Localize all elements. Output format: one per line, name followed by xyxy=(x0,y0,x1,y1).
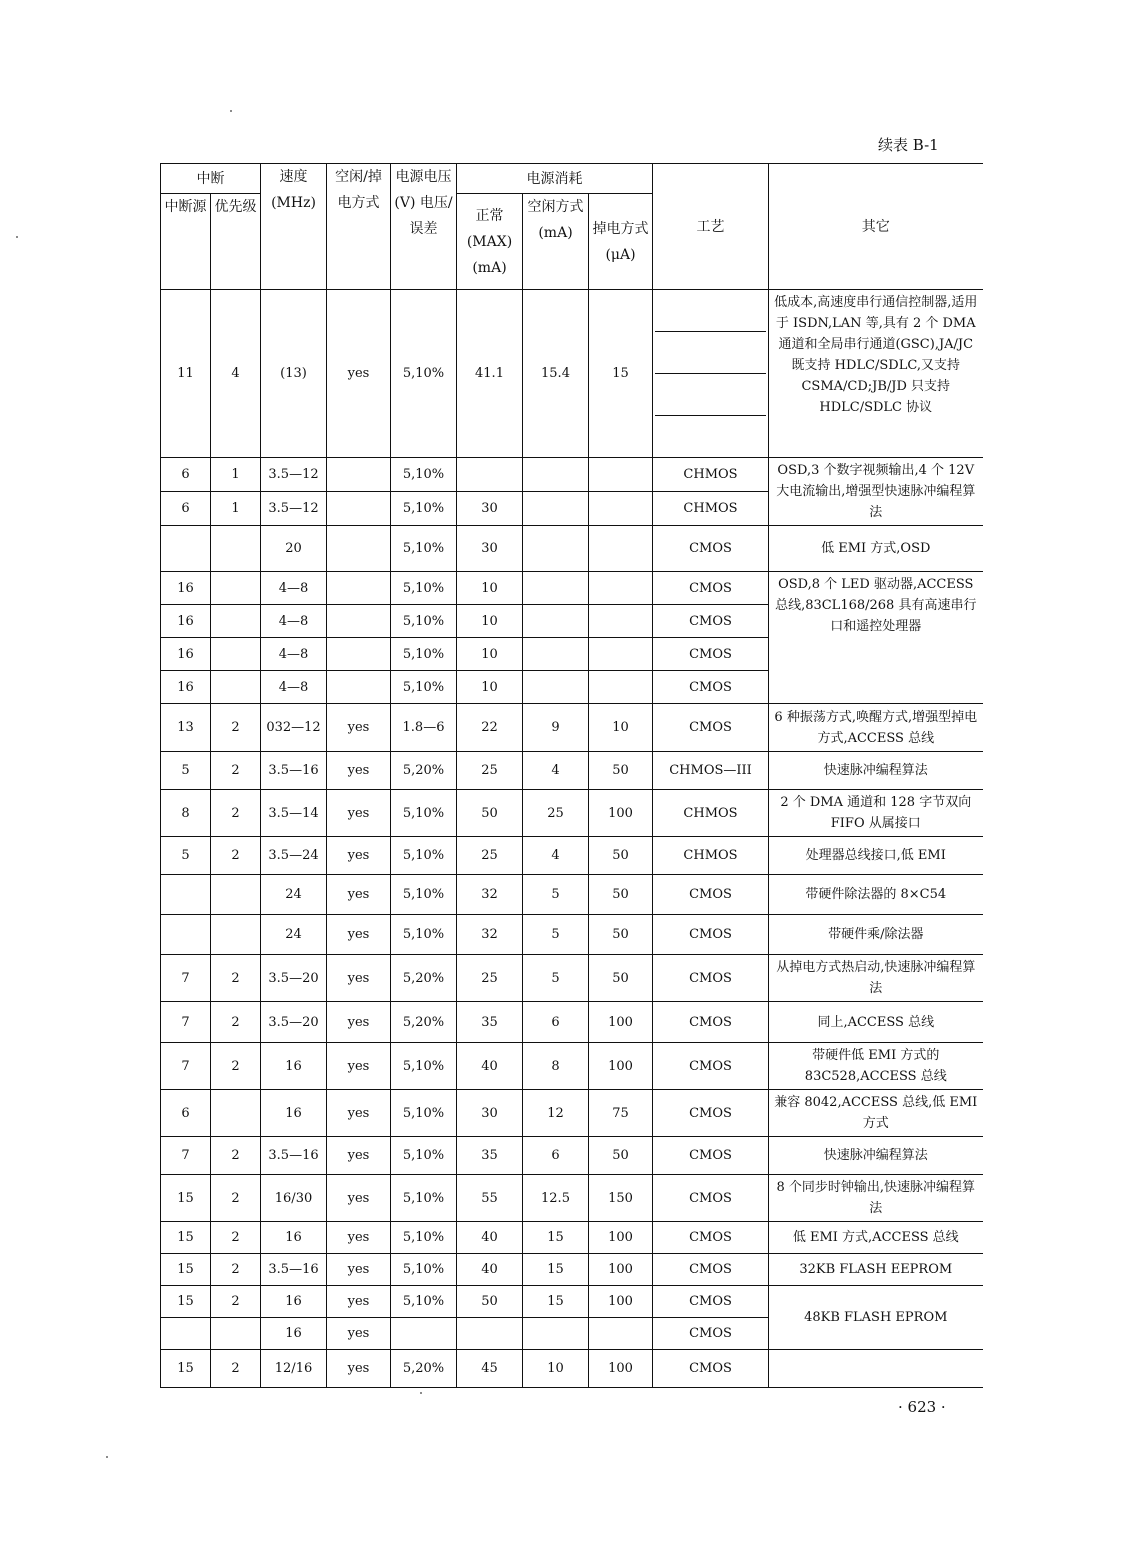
cell-voltage: 5,10% xyxy=(391,1043,457,1090)
cell-idle-ma: 15 xyxy=(523,1254,589,1286)
cell-normal: 32 xyxy=(457,915,523,955)
cell-note: 兼容 8042,ACCESS 总线,低 EMI 方式 xyxy=(769,1090,983,1137)
cell-idle: yes xyxy=(327,1318,391,1350)
cell-idle-ma: 12.5 xyxy=(523,1175,589,1222)
table-row xyxy=(161,915,983,955)
cell-note: 从掉电方式热启动,快速脉冲编程算法 xyxy=(769,955,983,1002)
cell-normal: 10 xyxy=(457,605,523,638)
cell-idle-ma: 15.4 xyxy=(523,290,589,458)
cell-powerdown xyxy=(589,458,653,492)
cell-powerdown: 15 xyxy=(589,290,653,458)
cell-source: 16 xyxy=(161,572,211,605)
cell-normal: 25 xyxy=(457,752,523,790)
cell-process: CMOS xyxy=(653,1002,769,1043)
cell-idle-ma: 8 xyxy=(523,1043,589,1090)
cell-normal: 40 xyxy=(457,1043,523,1090)
cell-note: 8 个同步时钟输出,快速脉冲编程算法 xyxy=(769,1175,983,1222)
cell-voltage: 5,10% xyxy=(391,605,457,638)
cell-process: CHMOS xyxy=(653,492,769,526)
cell-process: CMOS xyxy=(653,704,769,752)
cell-normal xyxy=(457,1318,523,1350)
cell-powerdown xyxy=(589,492,653,526)
header-interrupt-source: 中断源 xyxy=(161,194,211,290)
cell-idle: yes xyxy=(327,290,391,458)
cell-powerdown: 100 xyxy=(589,1254,653,1286)
cell-priority: 2 xyxy=(211,1043,261,1090)
cell-note: 带硬件乘/除法器 xyxy=(769,915,983,955)
cell-voltage: 5,10% xyxy=(391,790,457,837)
cell-voltage: 5,20% xyxy=(391,752,457,790)
cell-process: CMOS xyxy=(653,1043,769,1090)
cell-speed: 24 xyxy=(261,915,327,955)
cell-idle-ma xyxy=(523,526,589,572)
cell-priority xyxy=(211,1318,261,1350)
cell-process: CMOS xyxy=(653,1286,769,1318)
cell-idle-ma xyxy=(523,458,589,492)
cell-source: 16 xyxy=(161,671,211,704)
cell-idle-ma xyxy=(523,1318,589,1350)
table-row xyxy=(161,1175,983,1222)
cell-source: 6 xyxy=(161,1090,211,1137)
cell-note: 32KB FLASH EEPROM xyxy=(769,1254,983,1286)
header-priority: 优先级 xyxy=(211,194,261,290)
cell-idle: yes xyxy=(327,1090,391,1137)
cell-voltage: 5,10% xyxy=(391,1175,457,1222)
cell-process: CMOS xyxy=(653,915,769,955)
cell-speed: 3.5—20 xyxy=(261,1002,327,1043)
cell-idle xyxy=(327,526,391,572)
cell-idle: yes xyxy=(327,1222,391,1254)
cell-speed: 20 xyxy=(261,526,327,572)
table-row xyxy=(161,1002,983,1043)
cell-source: 16 xyxy=(161,638,211,671)
cell-voltage: 5,20% xyxy=(391,1002,457,1043)
cell-speed: 16/30 xyxy=(261,1175,327,1222)
cell-voltage: 5,10% xyxy=(391,875,457,915)
cell-note: 快速脉冲编程算法 xyxy=(769,752,983,790)
cell-powerdown: 10 xyxy=(589,704,653,752)
cell-source: 15 xyxy=(161,1254,211,1286)
cell-idle-ma: 4 xyxy=(523,837,589,875)
cell-idle xyxy=(327,638,391,671)
cell-normal: 32 xyxy=(457,875,523,915)
cell-priority: 2 xyxy=(211,1254,261,1286)
cell-normal: 22 xyxy=(457,704,523,752)
header-idle: 空闲/掉电方式 xyxy=(327,164,391,290)
cell-idle: yes xyxy=(327,837,391,875)
cell-process: CHMOS—III xyxy=(653,752,769,790)
cell-voltage: 5,10% xyxy=(391,671,457,704)
cell-idle xyxy=(327,605,391,638)
scan-speck xyxy=(106,1456,108,1458)
table-row xyxy=(161,1350,983,1388)
cell-idle: yes xyxy=(327,875,391,915)
cell-idle-ma: 6 xyxy=(523,1137,589,1175)
header-interrupt: 中断 xyxy=(161,164,261,194)
cell-normal: 30 xyxy=(457,492,523,526)
header-process: 工艺 xyxy=(653,164,769,290)
cell-process: CMOS xyxy=(653,875,769,915)
cell-idle: yes xyxy=(327,915,391,955)
cell-speed: 3.5—16 xyxy=(261,1254,327,1286)
cell-idle-ma: 10 xyxy=(523,1350,589,1388)
cell-powerdown: 100 xyxy=(589,1043,653,1090)
cell-priority: 2 xyxy=(211,1222,261,1254)
table-row xyxy=(161,790,983,837)
cell-speed: 4—8 xyxy=(261,671,327,704)
table-row xyxy=(161,1222,983,1254)
cell-idle-ma: 4 xyxy=(523,752,589,790)
cell-powerdown: 50 xyxy=(589,1137,653,1175)
cell-speed: 3.5—12 xyxy=(261,458,327,492)
cell-source: 5 xyxy=(161,837,211,875)
table-row xyxy=(161,1254,983,1286)
header-power: 电源消耗 xyxy=(457,164,653,194)
cell-idle: yes xyxy=(327,1350,391,1388)
cell-powerdown: 50 xyxy=(589,955,653,1002)
cell-normal: 25 xyxy=(457,955,523,1002)
cell-normal: 30 xyxy=(457,1090,523,1137)
cell-source: 15 xyxy=(161,1175,211,1222)
cell-idle-ma: 25 xyxy=(523,790,589,837)
cell-voltage: 5,10% xyxy=(391,572,457,605)
cell-note: OSD,8 个 LED 驱动器,ACCESS 总线,83CL168/268 具有高速串行口和遥控处理器 xyxy=(769,572,983,704)
cell-process: CMOS xyxy=(653,671,769,704)
cell-normal: 10 xyxy=(457,572,523,605)
table-row xyxy=(161,752,983,790)
scan-speck xyxy=(420,1392,422,1394)
table-row xyxy=(161,1043,983,1090)
cell-voltage: 5,10% xyxy=(391,1254,457,1286)
table-row xyxy=(161,837,983,875)
cell-note: 低 EMI 方式,OSD xyxy=(769,526,983,572)
cell-process: CMOS xyxy=(653,605,769,638)
cell-powerdown: 150 xyxy=(589,1175,653,1222)
cell-idle: yes xyxy=(327,1137,391,1175)
cell-source xyxy=(161,915,211,955)
cell-note: 2 个 DMA 通道和 128 字节双向 FIFO 从属接口 xyxy=(769,790,983,837)
cell-process xyxy=(653,290,769,458)
cell-speed: 3.5—12 xyxy=(261,492,327,526)
cell-speed: 4—8 xyxy=(261,638,327,671)
cell-idle-ma xyxy=(523,605,589,638)
cell-normal: 55 xyxy=(457,1175,523,1222)
cell-priority xyxy=(211,572,261,605)
cell-idle-ma: 5 xyxy=(523,915,589,955)
cell-source: 8 xyxy=(161,790,211,837)
cell-note: 带硬件低 EMI 方式的 83C528,ACCESS 总线 xyxy=(769,1043,983,1090)
cell-source: 6 xyxy=(161,492,211,526)
cell-priority: 2 xyxy=(211,955,261,1002)
cell-process: CHMOS xyxy=(653,790,769,837)
cell-normal: 25 xyxy=(457,837,523,875)
cell-normal: 40 xyxy=(457,1222,523,1254)
cell-process: CMOS xyxy=(653,1090,769,1137)
table-row xyxy=(161,1286,983,1318)
cell-powerdown: 75 xyxy=(589,1090,653,1137)
cell-priority: 2 xyxy=(211,1137,261,1175)
cell-speed: 032—12 xyxy=(261,704,327,752)
spec-table xyxy=(160,163,983,1388)
cell-idle-ma: 5 xyxy=(523,955,589,1002)
cell-speed: 3.5—14 xyxy=(261,790,327,837)
cell-speed: 16 xyxy=(261,1318,327,1350)
cell-priority xyxy=(211,875,261,915)
cell-process: CMOS xyxy=(653,1350,769,1388)
cell-source xyxy=(161,875,211,915)
cell-priority xyxy=(211,605,261,638)
cell-priority: 2 xyxy=(211,837,261,875)
cell-powerdown xyxy=(589,526,653,572)
cell-powerdown: 50 xyxy=(589,837,653,875)
cell-normal: 50 xyxy=(457,790,523,837)
scan-speck xyxy=(230,110,232,112)
cell-note: 6 种振荡方式,唤醒方式,增强型掉电方式,ACCESS 总线 xyxy=(769,704,983,752)
table-row xyxy=(161,875,983,915)
cell-idle-ma: 12 xyxy=(523,1090,589,1137)
cell-priority: 2 xyxy=(211,790,261,837)
cell-process: CMOS xyxy=(653,1137,769,1175)
cell-powerdown: 50 xyxy=(589,752,653,790)
cell-idle xyxy=(327,458,391,492)
cell-idle: yes xyxy=(327,790,391,837)
cell-speed: (13) xyxy=(261,290,327,458)
cell-powerdown: 100 xyxy=(589,1286,653,1318)
cell-powerdown xyxy=(589,638,653,671)
table-row xyxy=(161,572,983,605)
cell-priority xyxy=(211,1090,261,1137)
cell-idle-ma xyxy=(523,671,589,704)
scan-speck xyxy=(16,236,18,238)
cell-priority: 1 xyxy=(211,492,261,526)
cell-idle-ma xyxy=(523,492,589,526)
cell-priority: 2 xyxy=(211,704,261,752)
header-idle-mode: 空闲方式 (mA) xyxy=(523,194,589,290)
cell-voltage: 1.8—6 xyxy=(391,704,457,752)
cell-speed: 4—8 xyxy=(261,572,327,605)
cell-idle: yes xyxy=(327,752,391,790)
cell-source: 15 xyxy=(161,1222,211,1254)
cell-speed: 24 xyxy=(261,875,327,915)
cell-idle: yes xyxy=(327,955,391,1002)
cell-voltage: 5,10% xyxy=(391,1222,457,1254)
cell-powerdown xyxy=(589,671,653,704)
cell-idle-ma: 9 xyxy=(523,704,589,752)
table-row xyxy=(161,458,983,492)
cell-process: CMOS xyxy=(653,1222,769,1254)
table-row xyxy=(161,526,983,572)
cell-idle-ma xyxy=(523,572,589,605)
header-speed-unit: (MHz) xyxy=(271,195,316,211)
cell-normal: 50 xyxy=(457,1286,523,1318)
cell-process: CHMOS xyxy=(653,837,769,875)
cell-priority xyxy=(211,915,261,955)
cell-powerdown xyxy=(589,1318,653,1350)
table-row xyxy=(161,704,983,752)
cell-note: 带硬件除法器的 8×C54 xyxy=(769,875,983,915)
cell-note: 同上,ACCESS 总线 xyxy=(769,1002,983,1043)
table-row xyxy=(161,1137,983,1175)
cell-source: 16 xyxy=(161,605,211,638)
cell-idle: yes xyxy=(327,704,391,752)
cell-source: 15 xyxy=(161,1350,211,1388)
cell-voltage xyxy=(391,1318,457,1350)
cell-idle xyxy=(327,671,391,704)
cell-priority: 4 xyxy=(211,290,261,458)
cell-source: 15 xyxy=(161,1286,211,1318)
cell-idle xyxy=(327,572,391,605)
cell-process: CMOS xyxy=(653,572,769,605)
header-other: 其它 xyxy=(769,164,983,290)
header-normal: 正常 (MAX) (mA) xyxy=(457,194,523,290)
cell-source: 7 xyxy=(161,1002,211,1043)
table-caption: 续表 B-1 xyxy=(878,136,939,154)
cell-voltage: 5,10% xyxy=(391,290,457,458)
cell-source: 7 xyxy=(161,955,211,1002)
cell-powerdown: 100 xyxy=(589,1002,653,1043)
cell-priority xyxy=(211,671,261,704)
table-row xyxy=(161,1090,983,1137)
page-number: · 623 · xyxy=(898,1398,946,1416)
header-speed-label: 速度 xyxy=(279,169,308,185)
cell-note: 低成本,高速度串行通信控制器,适用于 ISDN,LAN 等,具有 2 个 DMA 通道和全局串行通道(GSC),JA/JC 既支持 HDLC/SDLC,又支持 CSMA/CD;JB/JD 只支持 HDLC/SDLC 协议 xyxy=(769,290,983,458)
cell-powerdown: 100 xyxy=(589,790,653,837)
cell-normal: 41.1 xyxy=(457,290,523,458)
cell-powerdown xyxy=(589,572,653,605)
cell-note: OSD,3 个数字视频输出,4 个 12V 大电流输出,增强型快速脉冲编程算法 xyxy=(769,458,983,526)
cell-voltage: 5,10% xyxy=(391,492,457,526)
cell-speed: 3.5—20 xyxy=(261,955,327,1002)
cell-priority: 2 xyxy=(211,1286,261,1318)
header-speed xyxy=(261,164,327,290)
cell-powerdown: 50 xyxy=(589,875,653,915)
cell-powerdown xyxy=(589,605,653,638)
cell-speed: 3.5—16 xyxy=(261,1137,327,1175)
cell-powerdown: 100 xyxy=(589,1350,653,1388)
cell-idle-ma: 5 xyxy=(523,875,589,915)
cell-priority xyxy=(211,638,261,671)
cell-idle: yes xyxy=(327,1286,391,1318)
table-row xyxy=(161,290,983,458)
cell-source: 5 xyxy=(161,752,211,790)
cell-speed: 16 xyxy=(261,1286,327,1318)
cell-idle: yes xyxy=(327,1002,391,1043)
cell-idle-ma xyxy=(523,638,589,671)
cell-note xyxy=(769,1350,983,1388)
cell-source xyxy=(161,526,211,572)
cell-voltage: 5,10% xyxy=(391,837,457,875)
header-supply-voltage-label: 电源电压 xyxy=(395,169,452,185)
cell-priority: 2 xyxy=(211,752,261,790)
cell-speed: 3.5—16 xyxy=(261,752,327,790)
cell-note: 低 EMI 方式,ACCESS 总线 xyxy=(769,1222,983,1254)
cell-idle xyxy=(327,492,391,526)
cell-normal xyxy=(457,458,523,492)
cell-speed: 4—8 xyxy=(261,605,327,638)
cell-voltage: 5,20% xyxy=(391,1350,457,1388)
cell-source: 6 xyxy=(161,458,211,492)
header-supply-voltage xyxy=(391,164,457,290)
cell-voltage: 5,10% xyxy=(391,1090,457,1137)
cell-voltage: 5,10% xyxy=(391,458,457,492)
cell-process: CMOS xyxy=(653,1254,769,1286)
cell-source xyxy=(161,1318,211,1350)
cell-powerdown: 50 xyxy=(589,915,653,955)
cell-process: CHMOS xyxy=(653,458,769,492)
cell-idle-ma: 15 xyxy=(523,1222,589,1254)
cell-source: 7 xyxy=(161,1043,211,1090)
cell-speed: 12/16 xyxy=(261,1350,327,1388)
header-powerdown: 掉电方式 (μA) xyxy=(589,194,653,290)
cell-speed: 16 xyxy=(261,1222,327,1254)
header-supply-voltage-sub: (V) 电压/误差 xyxy=(394,195,453,237)
cell-idle-ma: 15 xyxy=(523,1286,589,1318)
cell-speed: 16 xyxy=(261,1043,327,1090)
cell-note: 处理器总线接口,低 EMI xyxy=(769,837,983,875)
cell-normal: 10 xyxy=(457,638,523,671)
cell-note: 48KB FLASH EPROM xyxy=(769,1286,983,1350)
cell-speed: 3.5—24 xyxy=(261,837,327,875)
cell-idle-ma: 6 xyxy=(523,1002,589,1043)
cell-voltage: 5,10% xyxy=(391,638,457,671)
cell-process: CMOS xyxy=(653,1175,769,1222)
cell-source: 13 xyxy=(161,704,211,752)
cell-powerdown: 100 xyxy=(589,1222,653,1254)
cell-process: CMOS xyxy=(653,638,769,671)
cell-process: CMOS xyxy=(653,955,769,1002)
cell-normal: 40 xyxy=(457,1254,523,1286)
cell-voltage: 5,10% xyxy=(391,1137,457,1175)
cell-normal: 10 xyxy=(457,671,523,704)
cell-priority: 1 xyxy=(211,458,261,492)
cell-priority: 2 xyxy=(211,1002,261,1043)
cell-voltage: 5,10% xyxy=(391,1286,457,1318)
cell-priority: 2 xyxy=(211,1175,261,1222)
cell-voltage: 5,10% xyxy=(391,526,457,572)
cell-idle: yes xyxy=(327,1043,391,1090)
table-row xyxy=(161,955,983,1002)
cell-normal: 35 xyxy=(457,1002,523,1043)
cell-priority xyxy=(211,526,261,572)
cell-normal: 45 xyxy=(457,1350,523,1388)
cell-source: 7 xyxy=(161,1137,211,1175)
cell-voltage: 5,10% xyxy=(391,915,457,955)
cell-priority: 2 xyxy=(211,1350,261,1388)
cell-note: 快速脉冲编程算法 xyxy=(769,1137,983,1175)
cell-source: 11 xyxy=(161,290,211,458)
cell-normal: 30 xyxy=(457,526,523,572)
cell-idle: yes xyxy=(327,1175,391,1222)
cell-idle: yes xyxy=(327,1254,391,1286)
cell-process: CMOS xyxy=(653,1318,769,1350)
cell-voltage: 5,20% xyxy=(391,955,457,1002)
cell-speed: 16 xyxy=(261,1090,327,1137)
cell-process: CMOS xyxy=(653,526,769,572)
cell-normal: 35 xyxy=(457,1137,523,1175)
